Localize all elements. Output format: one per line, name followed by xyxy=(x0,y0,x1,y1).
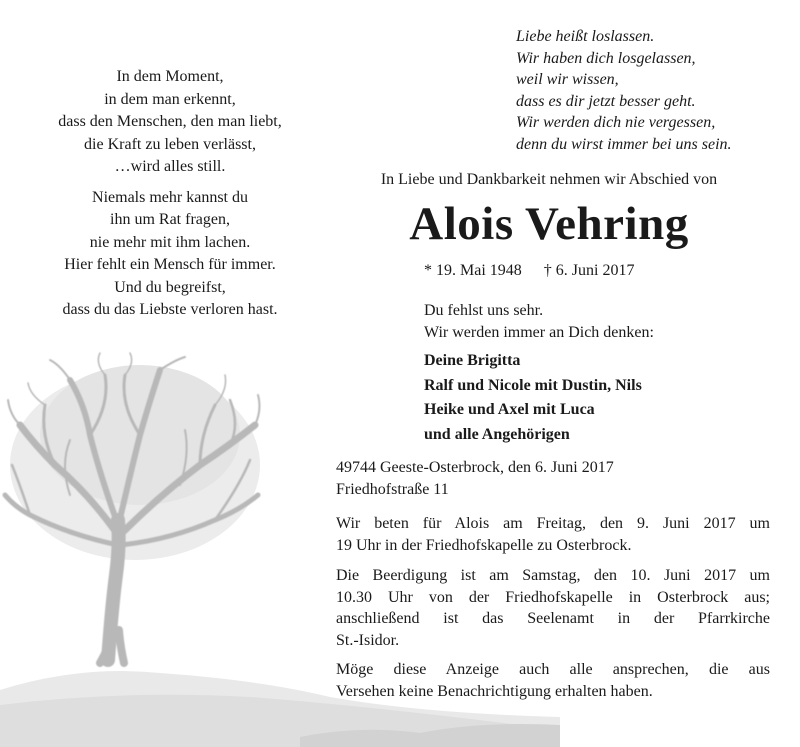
paragraph-line: 19 Uhr in der Friedhofskapelle zu Osterbrock. xyxy=(336,536,632,554)
poem-line: Hier fehlt ein Mensch für immer. xyxy=(64,256,276,273)
address-line: 49744 Geeste-Osterbrock, den 6. Juni 2017 xyxy=(336,459,614,476)
poem-line: denn du wirst immer bei uns sein. xyxy=(516,135,732,153)
family-line: Ralf und Nicole mit Dustin, Nils xyxy=(424,376,642,394)
birth-date: * 19. Mai 1948 xyxy=(424,262,522,279)
poem-line: nie mehr mit ihm lachen. xyxy=(89,233,251,251)
poem-line: Und du begreifst, xyxy=(114,278,226,296)
paragraph-line: Möge diese Anzeige auch alle ansprechen, die aus xyxy=(336,661,770,678)
poem-stanza-1 xyxy=(22,66,318,179)
poem-line: dass du das Liebste verloren hast. xyxy=(62,301,278,318)
poem-line: Liebe heißt loslassen. xyxy=(516,28,655,45)
poem-line: die Kraft zu leben verlässt, xyxy=(84,135,256,153)
poem-line: dass es dir jetzt besser geht. xyxy=(516,92,696,110)
prayer-paragraph xyxy=(336,513,770,556)
intro-text: In Liebe und Dankbarkeit nehmen wir Abschied von xyxy=(380,171,718,188)
notice-paragraph xyxy=(336,659,770,702)
deceased-name: Alois Vehring xyxy=(409,198,689,250)
poem-line: Wir haben dich losgelassen, xyxy=(516,49,696,67)
poem-line: weil wir wissen, xyxy=(516,71,619,88)
poem-left xyxy=(22,66,318,322)
missing-text xyxy=(424,300,654,344)
poem-stanza-2 xyxy=(22,187,318,322)
poem-line: Wir werden dich nie vergessen, xyxy=(516,114,716,131)
missing-line: Du fehlst uns sehr. xyxy=(424,302,544,319)
paragraph-line: Versehen keine Benachrichtigung erhalten haben. xyxy=(336,682,653,700)
life-dates xyxy=(424,262,634,280)
paragraph-line: Wir beten für Alois am Freitag, den 9. Juni 2017 um xyxy=(336,515,770,532)
paragraph-line: St.-Isidor. xyxy=(336,631,400,649)
poem-line: In dem Moment, xyxy=(116,68,224,85)
death-date: † 6. Juni 2017 xyxy=(543,262,635,279)
family-line: Deine Brigitta xyxy=(424,352,521,369)
family-list xyxy=(424,349,642,447)
poem-line: dass den Menschen, den man liebt, xyxy=(58,113,282,130)
poem-line: …wird alles still. xyxy=(114,158,226,175)
address xyxy=(336,457,614,501)
paragraph-line: anschließend ist das Seelenamt in der Pfarrkirche xyxy=(336,610,770,627)
family-line: Heike und Axel mit Luca xyxy=(424,401,595,418)
address-line: Friedhofstraße 11 xyxy=(336,481,449,498)
poem-right xyxy=(516,26,796,155)
missing-line: Wir werden immer an Dich denken: xyxy=(424,324,654,341)
poem-line: ihn um Rat fragen, xyxy=(110,211,230,228)
funeral-paragraph xyxy=(336,565,770,651)
poem-line: in dem man erkennt, xyxy=(104,90,236,108)
paragraph-line: Die Beerdigung ist am Samstag, den 10. Juni 2017 um xyxy=(336,567,770,584)
poem-line: Niemals mehr kannst du xyxy=(92,188,248,206)
family-line: und alle Angehörigen xyxy=(424,425,570,443)
paragraph-line: 10.30 Uhr von der Friedhofskapelle in Osterbrock aus; xyxy=(336,588,770,606)
